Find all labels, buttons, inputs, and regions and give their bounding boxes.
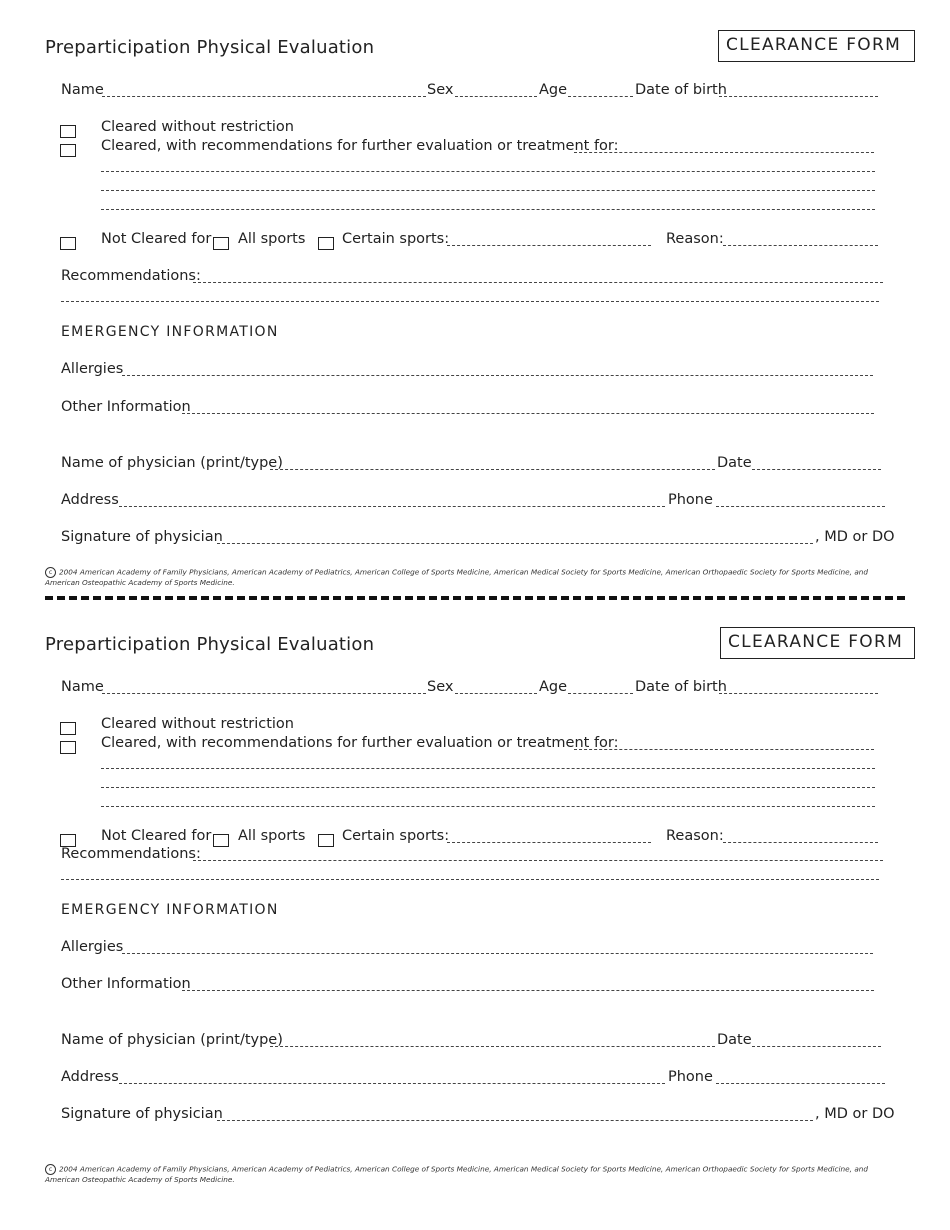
cleared-without-restriction-checkbox[interactable]: [60, 125, 76, 138]
recommendations-label: Recommendations:: [61, 268, 201, 284]
signature-field[interactable]: [217, 543, 813, 544]
not-cleared-label: Not Cleared for: [101, 231, 212, 247]
dob-label: Date of birth: [635, 679, 727, 695]
further-evaluation-line[interactable]: [101, 806, 875, 807]
allergies-field[interactable]: [122, 953, 873, 954]
allergies-label: Allergies: [61, 361, 124, 377]
phone-field[interactable]: [716, 506, 885, 507]
further-evaluation-field[interactable]: [574, 152, 874, 153]
further-evaluation-line[interactable]: [101, 768, 875, 769]
phone-label: Phone: [668, 1069, 713, 1085]
further-evaluation-line[interactable]: [101, 209, 875, 210]
phone-label: Phone: [668, 492, 713, 508]
copyright-notice: [45, 1164, 875, 1184]
further-evaluation-line[interactable]: [101, 171, 875, 172]
name-field[interactable]: [102, 693, 426, 694]
age-label: Age: [539, 82, 568, 98]
allergies-field[interactable]: [122, 375, 873, 376]
further-evaluation-field[interactable]: [574, 749, 874, 750]
recommendations-line[interactable]: [61, 301, 879, 302]
cleared-with-recommendations-checkbox[interactable]: [60, 144, 76, 157]
signature-label: Signature of physician: [61, 1106, 223, 1122]
certain-sports-checkbox[interactable]: [318, 834, 334, 847]
all-sports-label: All sports: [238, 231, 306, 247]
not-cleared-label: Not Cleared for: [101, 828, 212, 844]
physician-name-label: Name of physician (print/type): [61, 455, 283, 471]
physician-name-field[interactable]: [270, 469, 715, 470]
dob-label: Date of birth: [635, 82, 727, 98]
signature-label: Signature of physician: [61, 529, 223, 545]
sex-label: Sex: [427, 679, 454, 695]
recommendations-line[interactable]: [61, 879, 879, 880]
name-label: Name: [61, 82, 104, 98]
further-evaluation-line[interactable]: [101, 787, 875, 788]
sex-field[interactable]: [455, 96, 537, 97]
cleared-with-recommendations-checkbox[interactable]: [60, 741, 76, 754]
reason-label: Reason:: [666, 231, 724, 247]
allergies-label: Allergies: [61, 939, 124, 955]
physician-name-field[interactable]: [270, 1046, 715, 1047]
certain-sports-label: Certain sports:: [342, 828, 450, 844]
cleared-with-recommendations-label: Cleared, with recommendations for further evaluation or treatment for:: [101, 735, 619, 751]
emergency-information-heading: EMERGENCY INFORMATION: [61, 902, 279, 918]
name-field[interactable]: [102, 96, 426, 97]
reason-field[interactable]: [723, 245, 878, 246]
cleared-without-restriction-checkbox[interactable]: [60, 722, 76, 735]
other-information-field[interactable]: [182, 413, 874, 414]
sex-label: Sex: [427, 82, 454, 98]
recommendations-label: Recommendations:: [61, 846, 201, 862]
form-title: Preparticipation Physical Evaluation: [45, 634, 375, 655]
address-label: Address: [61, 492, 119, 508]
other-information-label: Other Information: [61, 399, 191, 415]
form-title: Preparticipation Physical Evaluation: [45, 37, 375, 58]
date-field[interactable]: [752, 469, 881, 470]
phone-field[interactable]: [716, 1083, 885, 1084]
recommendations-field[interactable]: [193, 860, 883, 861]
address-label: Address: [61, 1069, 119, 1085]
certain-sports-label: Certain sports:: [342, 231, 450, 247]
clearance-form-top: [0, 0, 950, 590]
age-field[interactable]: [568, 693, 633, 694]
date-label: Date: [717, 1032, 752, 1048]
other-information-field[interactable]: [182, 990, 874, 991]
clearance-form-badge: CLEARANCE FORM: [720, 627, 915, 659]
not-cleared-checkbox[interactable]: [60, 237, 76, 250]
clearance-form-badge: CLEARANCE FORM: [718, 30, 915, 62]
date-label: Date: [717, 455, 752, 471]
physician-name-label: Name of physician (print/type): [61, 1032, 283, 1048]
copyright-text: 2004 American Academy of Family Physicians, American Academy of Pediatrics, American College of Sports Medicine, American Medical Society for Sports Medicine, American Orthopaedic Society for Sports Medicine, and American Osteopathic Academy of Sports Medicine.: [45, 567, 869, 587]
cleared-without-restriction-label: Cleared without restriction: [101, 119, 294, 135]
cleared-with-recommendations-label: Cleared, with recommendations for further evaluation or treatment for:: [101, 138, 619, 154]
all-sports-checkbox[interactable]: [213, 237, 229, 250]
name-label: Name: [61, 679, 104, 695]
copyright-text: 2004 American Academy of Family Physicians, American Academy of Pediatrics, American College of Sports Medicine, American Medical Society for Sports Medicine, American Orthopaedic Society for Sports Medicine, and American Osteopathic Academy of Sports Medicine.: [45, 1164, 869, 1184]
age-label: Age: [539, 679, 568, 695]
address-field[interactable]: [119, 1083, 665, 1084]
recommendations-field[interactable]: [193, 282, 883, 283]
certain-sports-field[interactable]: [447, 842, 651, 843]
signature-field[interactable]: [217, 1120, 813, 1121]
further-evaluation-line[interactable]: [101, 190, 875, 191]
all-sports-checkbox[interactable]: [213, 834, 229, 847]
other-information-label: Other Information: [61, 976, 191, 992]
reason-field[interactable]: [723, 842, 878, 843]
clearance-form-bottom: [0, 597, 950, 1187]
copyright-notice: [45, 567, 875, 587]
reason-label: Reason:: [666, 828, 724, 844]
emergency-information-heading: EMERGENCY INFORMATION: [61, 324, 279, 340]
certain-sports-checkbox[interactable]: [318, 237, 334, 250]
dob-field[interactable]: [719, 96, 878, 97]
cleared-without-restriction-label: Cleared without restriction: [101, 716, 294, 732]
copyright-icon: c: [45, 1164, 56, 1175]
date-field[interactable]: [752, 1046, 881, 1047]
copyright-icon: c: [45, 567, 56, 578]
md-do-label: , MD or DO: [815, 529, 895, 545]
sex-field[interactable]: [455, 693, 537, 694]
md-do-label: , MD or DO: [815, 1106, 895, 1122]
address-field[interactable]: [119, 506, 665, 507]
dob-field[interactable]: [719, 693, 878, 694]
all-sports-label: All sports: [238, 828, 306, 844]
age-field[interactable]: [568, 96, 633, 97]
certain-sports-field[interactable]: [447, 245, 651, 246]
